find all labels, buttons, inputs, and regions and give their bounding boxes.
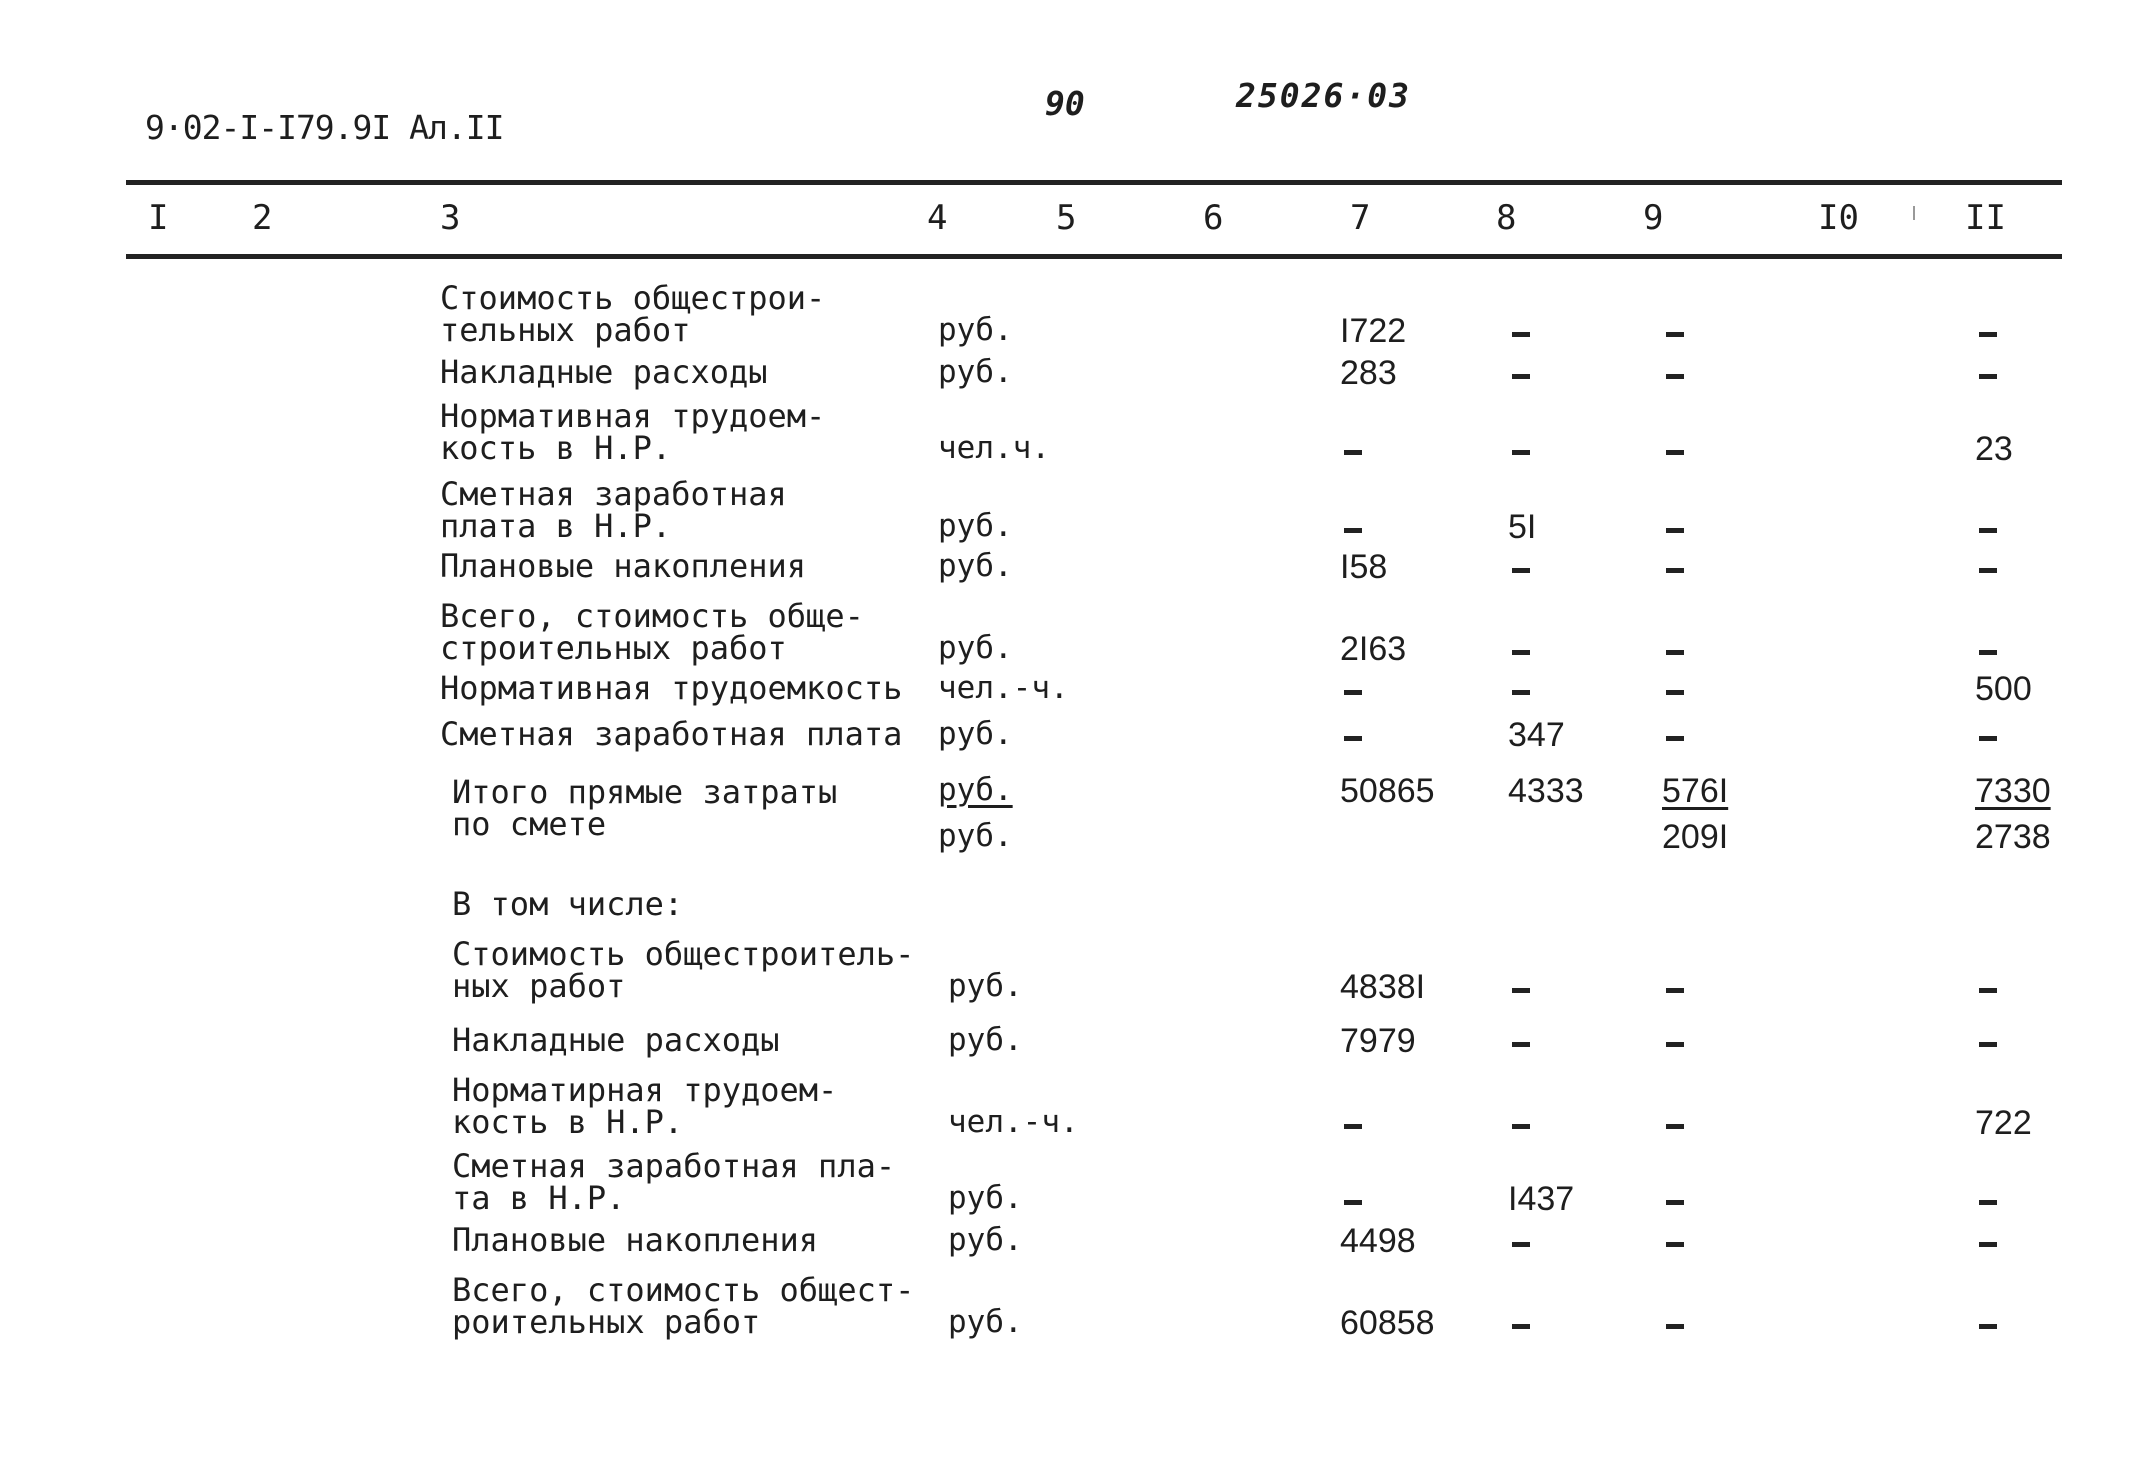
empty-dash [1979,1242,1997,1247]
column-number: 7 [1350,198,1371,238]
cell-col7: 2I63 [1340,630,1407,668]
cell-col8: 347 [1508,716,1565,754]
cell-col7: 50865 [1340,772,1435,810]
empty-dash [1512,650,1530,655]
row-label-line: Нормативная трудоемкость [440,669,903,707]
column-number: II [1965,198,2006,238]
empty-dash [1979,650,1997,655]
row-label-line: строительных работ [440,629,787,667]
row-label-line: Сметная заработная пла- [452,1147,896,1185]
column-number: 9 [1643,198,1664,238]
column-number: I [148,198,169,238]
row-label-line: по смете [452,805,607,843]
row-label-line: Всего, стоимость общест- [452,1271,915,1309]
row-label-line: Норматирная трудоем- [452,1071,838,1109]
row-label-line: та в Н.Р. [452,1179,626,1217]
empty-dash [1979,1324,1997,1329]
empty-dash [1344,528,1362,533]
cell-col7: 4498 [1340,1222,1416,1260]
header-top-rule [126,180,2062,185]
empty-dash [1979,1200,1997,1205]
empty-dash [1512,450,1530,455]
row-label [452,1071,838,1141]
empty-dash [1344,1124,1362,1129]
empty-dash [1344,450,1362,455]
unit-cell: руб. [938,312,1013,348]
empty-dash [1666,1324,1684,1329]
column-number: 2 [252,198,273,238]
unit-cell-secondary: руб. [938,818,1013,854]
cell-col8: I437 [1508,1180,1575,1218]
row-label [440,669,903,707]
row-label [440,353,768,391]
unit-cell: руб. [938,508,1013,544]
cell-col9: 576I [1662,772,1729,810]
unit-cell: руб. [938,548,1013,584]
document-code: 9·02-I-I79.9I Ал.II [145,108,504,147]
empty-dash [1666,568,1684,573]
row-label [440,597,864,667]
unit-cell: руб. [948,1022,1023,1058]
empty-dash [1512,1324,1530,1329]
empty-dash [1512,1124,1530,1129]
empty-dash [1979,332,1997,337]
empty-dash [1666,988,1684,993]
column-number: 8 [1496,198,1517,238]
empty-dash [1512,374,1530,379]
empty-dash [1979,1042,1997,1047]
row-label [440,547,807,585]
unit-cell: руб. [938,354,1013,390]
row-label-line: роительных работ [452,1303,761,1341]
cell-col11: 500 [1975,670,2032,708]
row-label-line: Сметная заработная плата [440,715,903,753]
empty-dash [1344,736,1362,741]
empty-dash [1666,374,1684,379]
empty-dash [1666,736,1684,741]
row-label-line: плата в Н.Р. [440,507,672,545]
empty-dash [1512,1242,1530,1247]
empty-dash [1666,528,1684,533]
cell-col7: I722 [1340,312,1407,350]
empty-dash [1666,650,1684,655]
empty-dash [1666,1242,1684,1247]
unit-cell: руб. [948,968,1023,1004]
cell-col11: 7330 [1975,772,2051,810]
unit-cell: руб. [948,1180,1023,1216]
empty-dash [1979,374,1997,379]
cell-col8: 4333 [1508,772,1584,810]
row-label [452,1021,780,1059]
empty-dash [1979,736,1997,741]
empty-dash [1512,332,1530,337]
row-label-line: Накладные расходы [452,1021,780,1059]
cell-col9: 209I [1662,818,1729,856]
empty-dash [1666,1124,1684,1129]
row-label-line: Стоимость общестроитель- [452,935,915,973]
empty-dash [1512,690,1530,695]
cell-col7: I58 [1340,548,1388,586]
unit-cell: руб. [938,716,1013,752]
row-label-line: кость в Н.Р. [452,1103,684,1141]
row-label [440,397,826,467]
row-label [440,279,826,349]
row-label-line: Всего, стоимость обще- [440,597,864,635]
row-label-line: кость в Н.Р. [440,429,672,467]
cell-col11: 2738 [1975,818,2051,856]
row-label [452,773,838,843]
empty-dash [1979,528,1997,533]
row-label-line: Итого прямые затраты [452,773,838,811]
row-label [452,1221,819,1259]
empty-dash [1666,332,1684,337]
empty-dash [1512,988,1530,993]
cell-col7: 60858 [1340,1304,1435,1342]
row-label-line: Плановые накопления [440,547,807,585]
row-label [452,1147,896,1217]
row-label [452,935,915,1005]
row-label [452,1271,915,1341]
row-label-line: Плановые накопления [452,1221,819,1259]
header-bottom-rule [126,254,2062,259]
cell-col7: 4838I [1340,968,1426,1006]
row-label-line: Стоимость общестрои- [440,279,826,317]
column-number: 4 [927,198,948,238]
empty-dash [1344,690,1362,695]
column-number: 5 [1056,198,1077,238]
column-separator-mark [1913,206,1915,220]
column-number: I0 [1818,198,1859,238]
row-label [440,715,903,753]
empty-dash [1666,690,1684,695]
cell-col7: 7979 [1340,1022,1416,1060]
unit-cell: чел.ч. [938,430,1050,466]
row-label-line: Сметная заработная [440,475,787,513]
empty-dash [1666,1042,1684,1047]
unit-cell: чел.-ч. [938,670,1069,706]
empty-dash [1344,1200,1362,1205]
empty-dash [1512,568,1530,573]
row-label [440,475,787,545]
cell-col8: 5I [1508,508,1537,546]
empty-dash [1512,1042,1530,1047]
unit-cell: руб. [938,630,1013,666]
row-label-line: Нормативная трудоем- [440,397,826,435]
row-label-line: В том числе: [452,885,684,923]
column-number: 3 [440,198,461,238]
row-label-line: тельных работ [440,311,691,349]
empty-dash [1979,568,1997,573]
page-number: 90 [1045,84,1085,123]
cell-col11: 722 [1975,1104,2032,1142]
row-label-line: ных работ [452,967,626,1005]
empty-dash [1666,1200,1684,1205]
empty-dash [1979,988,1997,993]
row-label-line: Накладные расходы [440,353,768,391]
cell-col7: 283 [1340,354,1397,392]
unit-cell: руб. [948,1222,1023,1258]
unit-cell: чел.-ч. [948,1104,1079,1140]
column-number: 6 [1203,198,1224,238]
empty-dash [1666,450,1684,455]
unit-cell: руб. [938,772,1013,808]
cell-col11: 23 [1975,430,2013,468]
row-label [452,885,684,923]
sheet-reference: 25026·03 [1236,76,1411,115]
unit-cell: руб. [948,1304,1023,1340]
